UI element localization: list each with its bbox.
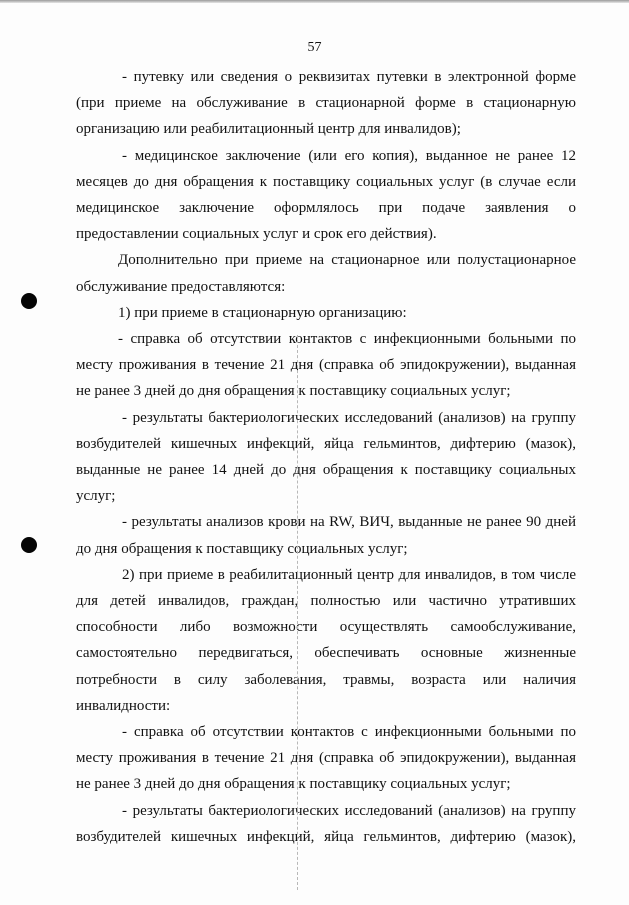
document-body: [76, 64, 576, 850]
paragraph-item-2-heading: 2) при приеме в реабилитационный центр для инвалидов, в том числе для детей инвалидов, граждан, полностью или частично утративших способности либо возможности осуществлять самообслуживание, самостоятельно передвигаться, обеспечивать основные жизненные потребности в силу заболевания, травмы, возраста или наличия инвалидности:: [76, 566, 576, 714]
paragraph-bacteriology-results-2: - результаты бактериологических исследований (анализов) на группу возбудителей кишечных инфекций, яйца гельминтов, дифтерию (мазок),: [76, 802, 576, 845]
paragraph-item-1-heading: 1) при приеме в стационарную организацию:: [118, 304, 407, 321]
paragraph-voucher: - путевку или сведения о реквизитах путевки в электронной форме (при приеме на обслуживание в стационарной форме в стационарную организацию или реабилитационный центр для инвалидов);: [76, 69, 576, 138]
paragraph-blood-tests: - результаты анализов крови на RW, ВИЧ, выданные не ранее 90 дней до дня обращения к поставщику социальных услуг;: [76, 514, 576, 557]
page-top-edge: [0, 0, 629, 3]
paragraph-bacteriology-results: - результаты бактериологических исследований (анализов) на группу возбудителей кишечных инфекций, яйца гельминтов, дифтерию (мазок), выданные не ранее 14 дней до дня обращения к поставщику социальных услуг;: [76, 409, 576, 505]
page-number: 57: [307, 40, 322, 55]
punch-hole-bottom: [21, 537, 37, 553]
paragraph-additional-intro: Дополнительно при приеме на стационарное или полустационарное обслуживание предоставляются:: [76, 252, 576, 295]
punch-hole-top: [21, 293, 37, 309]
paragraph-contacts-certificate-2: - справка об отсутствии контактов с инфекционными больными по месту проживания в течение 21 дня (справка об эпидокружении), выданная не ранее 3 дней до дня обращения к поставщику социальных услуг;: [76, 724, 576, 793]
fold-crease: [297, 335, 298, 890]
paragraph-contacts-certificate: - справка об отсутствии контактов с инфекционными больными по месту проживания в течение 21 дня (справка об эпидокружении), выданная не ранее 3 дней до дня обращения к поставщику социальных услуг;: [76, 331, 576, 400]
paragraph-medical-conclusion: - медицинское заключение (или его копия), выданное не ранее 12 месяцев до дня обращения к поставщику социальных услуг (в случае если медицинское заключение оформлялось при подаче заявления о предоставлении социальных услуг и срок его действия).: [76, 147, 576, 243]
